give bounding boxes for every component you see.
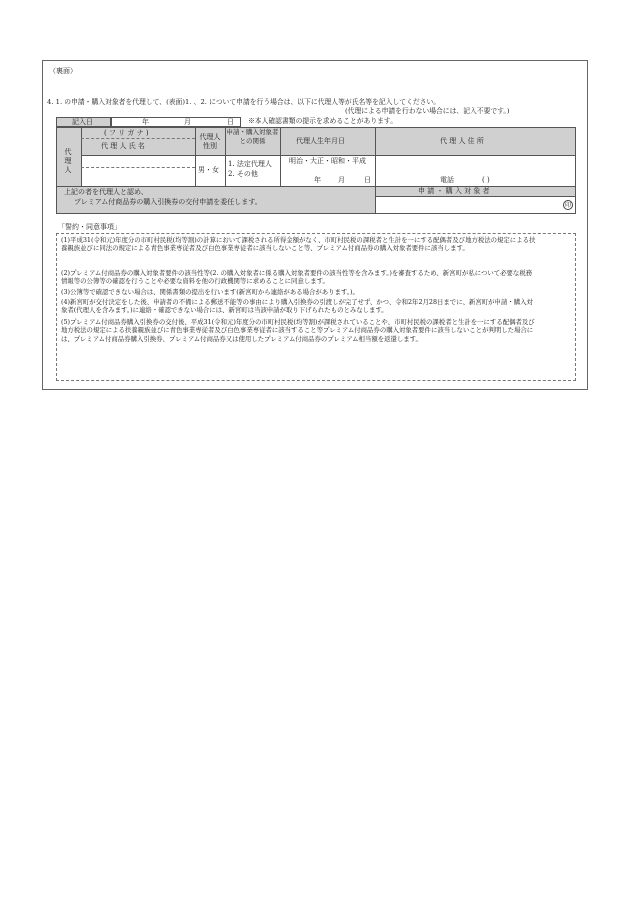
- pledge-title: 「誓約・同意事項」: [58, 223, 121, 231]
- entry-day-unit: 日: [227, 118, 234, 126]
- birth-year-unit: 年: [314, 176, 321, 184]
- entry-date-field[interactable]: [111, 117, 241, 127]
- birth-day-unit: 日: [364, 176, 371, 184]
- section-4-note: (代理による申請を行わない場合には、記入不要です。): [345, 107, 510, 115]
- birth-header: 代理人生年月日: [296, 137, 345, 145]
- header-divider: [81, 155, 576, 156]
- relation-option-legal[interactable]: 1. 法定代理人: [228, 160, 272, 168]
- phone-label: 電話: [440, 176, 454, 184]
- entry-date-label-cell: [56, 117, 111, 127]
- address-header: 代 理 人 住 所: [440, 137, 484, 145]
- applicant-name-field[interactable]: [378, 198, 558, 211]
- pledge-item-3: (3)公簿等で確認できない場合は、関係書類の提出を行います(新宮町から連絡がある場合があります。)。: [61, 288, 359, 296]
- entry-year-unit: 年: [142, 118, 149, 126]
- delegation-line-2: プレミアム付商品券の購入引換券の交付申請を委任します。: [74, 198, 262, 206]
- phone-field[interactable]: ( ): [482, 176, 490, 184]
- delegation-divider: [375, 186, 376, 214]
- name-furigana-divider: [81, 167, 195, 168]
- agent-address-field[interactable]: [378, 157, 573, 174]
- section-4-instruction: 4. 1. の申請・購入対象者を代理して、(表面)1. 、2. について申請を行う場合は、以下に代理人等が氏名等を記入してください。: [47, 98, 441, 106]
- era-options[interactable]: 明治・大正・昭和・平成: [289, 157, 366, 165]
- col-divider-1: [81, 127, 82, 187]
- agent-name-field[interactable]: [83, 169, 193, 185]
- delegation-line-1: 上記の者を代理人と認め、: [64, 188, 148, 196]
- col-divider-5: [375, 127, 376, 187]
- applicant-header: 申 請 ・ 購 入 対 象 者: [418, 187, 490, 195]
- entry-date-label: 記入日: [72, 118, 93, 126]
- col-divider-4: [280, 127, 281, 187]
- seal-mark: 印: [564, 202, 571, 209]
- furigana-header: ( フ リ ガ ナ ): [104, 129, 149, 137]
- col-divider-2: [195, 127, 196, 187]
- gender-header: 代理人性別: [199, 133, 221, 150]
- pledge-item-2: (2)プレミアム付商品券の購入対象者要件の該当性等(2. の購入対象者に係る購入対象者要件の該当性等を含みます。)を審査するため、新宮町が私について必要な税務情報等の公簿等の確認を行うことや必要な資料を他の行政機関等に求めることに同意します。: [61, 269, 533, 286]
- applicant-divider: [375, 196, 576, 197]
- furigana-divider: [81, 138, 195, 139]
- furigana-field[interactable]: [83, 157, 193, 166]
- pledge-item-5: (5)プレミアム付商品券購入引換券の交付後、平成31(令和元)年度分の市町村民税(均等割)が課税されていることや、市町村民税の課税者と生計を一にする配偶者及び地方税法の規定による扶養親族並びに青色事業専従者及び白色事業専従者に該当すること等プレミアム付商品券の購入対象者要件に該当しないことが判明した場合には、プレミアム付商品券購入引換券、プレミアム付商品券又は使用したプレミアム付商品券のプレミアム相当額を返還します。: [61, 318, 535, 343]
- name-header: 代 理 人 氏 名: [101, 142, 145, 150]
- agent-label: 代理人: [64, 148, 72, 175]
- birth-month-unit: 月: [338, 176, 345, 184]
- pledge-item-1: (1)平成31(令和元)年度分の市町村民税(均等割)の計算において課税される所得金額がなく、市町村民税の課税者と生計を一にする配偶者及び地方税法の規定による扶養親族並びに同法の規定による青色事業専従者及び白色事業専従者に該当しないこと等、プレミアム付商品券の購入対象者要件に該当します。: [61, 236, 536, 253]
- relation-option-other[interactable]: 2. その他: [228, 170, 258, 178]
- side-label: （裏面）: [49, 67, 77, 75]
- id-notice: ※本人確認書類の提示を求めることがあります。: [248, 117, 397, 125]
- pledge-item-4: (4)新宮町が交付決定をした後、申請者の不備による郵送不能等の事由により購入引換券の引渡しが完了せず、かつ、令和2年2月28日までに、新宮町が申請・購入対象者(代理人を含みます。)に連絡・確認できない場合には、新宮町は当該申請が取り下げられたものとみなします。: [61, 298, 533, 315]
- relation-header: 申請・購入対象者との関係: [226, 128, 279, 145]
- entry-month-unit: 月: [184, 118, 191, 126]
- gender-options[interactable]: 男・女: [198, 166, 219, 174]
